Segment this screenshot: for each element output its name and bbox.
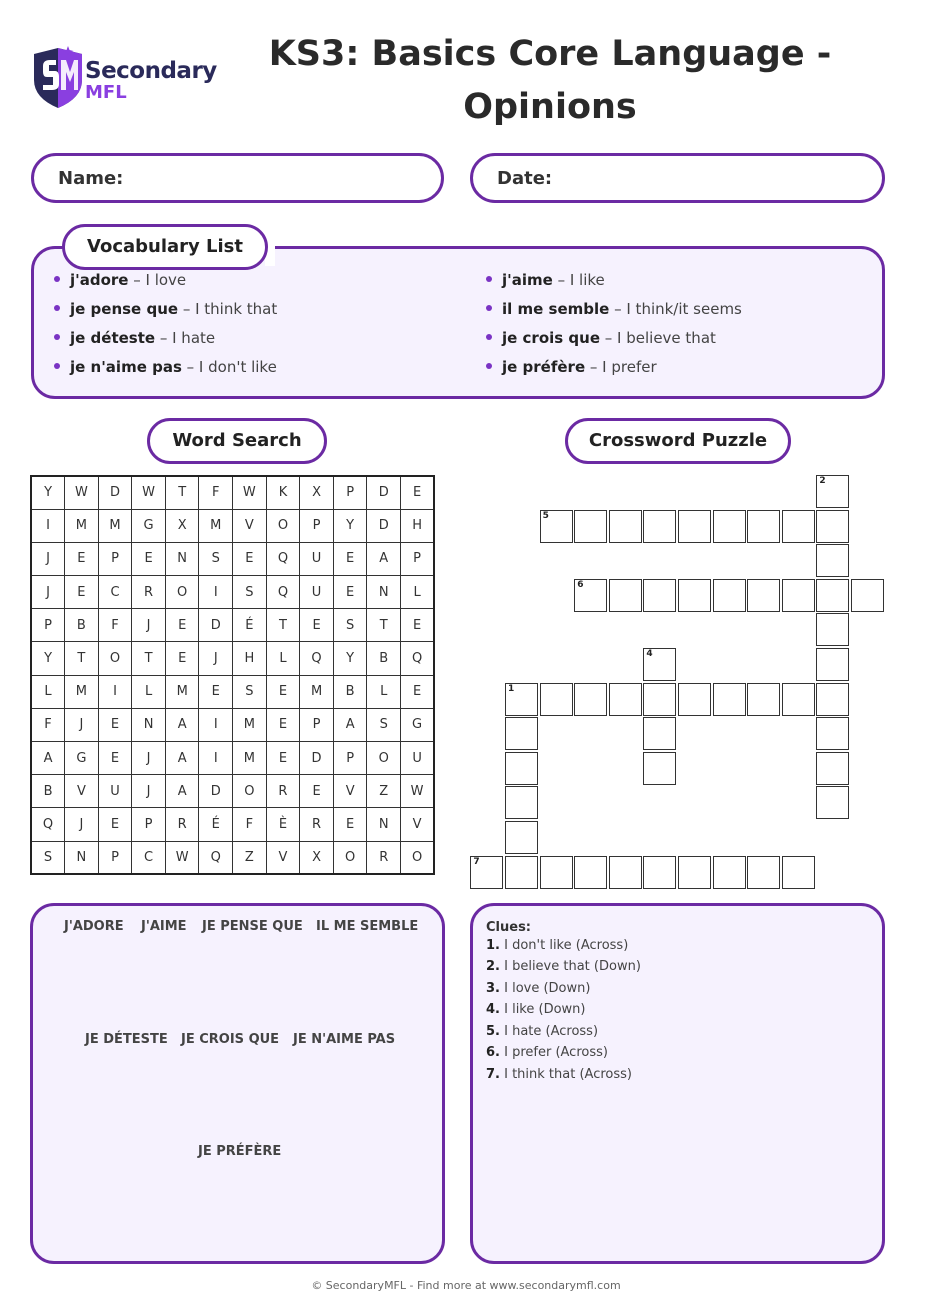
logo-text-secondary: Secondary — [85, 58, 217, 84]
vocab-meaning: – I hate — [155, 329, 216, 347]
grid-cell[interactable]: Z — [367, 775, 401, 808]
grid-cell[interactable]: P — [333, 742, 367, 775]
grid-cell[interactable]: Q — [300, 642, 334, 675]
grid-cell[interactable]: H — [233, 642, 267, 675]
grid-cell[interactable]: F — [199, 476, 233, 509]
grid-cell[interactable]: K — [266, 476, 300, 509]
date-field[interactable] — [470, 153, 885, 203]
grid-cell[interactable]: T — [65, 642, 99, 675]
crossword-cell[interactable] — [747, 856, 780, 889]
grid-cell[interactable]: N — [367, 808, 401, 841]
grid-cell[interactable]: T — [266, 609, 300, 642]
crossword-cell[interactable] — [643, 717, 676, 750]
grid-cell[interactable]: Y — [333, 642, 367, 675]
vocab-term: je pense que — [70, 300, 179, 318]
grid-cell[interactable]: O — [98, 642, 132, 675]
crossword-cell[interactable] — [609, 683, 642, 716]
grid-cell[interactable]: E — [98, 742, 132, 775]
crossword-cell[interactable] — [678, 579, 711, 612]
grid-cell[interactable]: R — [266, 775, 300, 808]
vocab-term: je préfère — [502, 358, 586, 376]
grid-cell[interactable]: G — [65, 742, 99, 775]
grid-cell[interactable]: E — [266, 708, 300, 741]
grid-cell[interactable]: U — [401, 742, 435, 775]
vocab-item — [486, 268, 742, 297]
grid-cell[interactable]: E — [333, 808, 367, 841]
vocab-meaning: – I think that — [178, 300, 278, 318]
grid-cell[interactable]: J — [132, 609, 166, 642]
grid-cell[interactable]: E — [98, 708, 132, 741]
grid-cell[interactable]: R — [367, 841, 401, 874]
grid-cell[interactable]: E — [300, 609, 334, 642]
crossword-cell[interactable] — [609, 510, 642, 543]
grid-cell[interactable]: E — [266, 675, 300, 708]
crossword-cell[interactable] — [505, 717, 538, 750]
grid-cell[interactable]: G — [401, 708, 435, 741]
crossword-cell[interactable] — [747, 579, 780, 612]
grid-cell[interactable]: F — [233, 808, 267, 841]
grid-cell[interactable]: C — [98, 576, 132, 609]
grid-row — [31, 542, 434, 575]
grid-cell[interactable]: L — [401, 576, 435, 609]
grid-cell[interactable]: F — [31, 708, 65, 741]
crossword-cell[interactable] — [574, 856, 607, 889]
grid-cell[interactable]: B — [31, 775, 65, 808]
grid-row — [31, 576, 434, 609]
grid-cell[interactable]: E — [266, 742, 300, 775]
grid-cell[interactable]: E — [233, 542, 267, 575]
grid-cell[interactable]: J — [199, 642, 233, 675]
bullet-icon — [54, 363, 60, 369]
grid-cell[interactable]: D — [300, 742, 334, 775]
crossword-cell[interactable] — [643, 683, 676, 716]
word-list-item: JE DÉTESTE — [85, 1032, 168, 1047]
crossword-cell[interactable] — [816, 717, 849, 750]
grid-cell[interactable]: S — [199, 542, 233, 575]
crossword-cell[interactable] — [678, 510, 711, 543]
vocabulary-heading: Vocabulary List — [62, 224, 268, 270]
crossword-cell[interactable] — [505, 683, 538, 716]
grid-cell[interactable]: R — [132, 576, 166, 609]
crossword-cell[interactable] — [505, 856, 538, 889]
vocabulary-left-column — [54, 268, 277, 384]
grid-cell[interactable]: Y — [31, 642, 65, 675]
grid-cell[interactable]: D — [367, 509, 401, 542]
grid-cell[interactable]: N — [367, 576, 401, 609]
grid-cell[interactable]: S — [233, 576, 267, 609]
grid-cell[interactable]: A — [31, 742, 65, 775]
vocab-meaning: – I like — [552, 271, 605, 289]
crossword-cell[interactable] — [643, 752, 676, 785]
grid-cell[interactable]: J — [132, 742, 166, 775]
grid-cell[interactable]: B — [65, 609, 99, 642]
crossword-cell[interactable] — [470, 856, 503, 889]
grid-cell[interactable]: H — [401, 509, 435, 542]
grid-cell[interactable]: V — [233, 509, 267, 542]
grid-cell[interactable]: E — [132, 542, 166, 575]
grid-cell[interactable]: E — [65, 576, 99, 609]
vocab-meaning: – I love — [128, 271, 187, 289]
crossword-cell[interactable] — [713, 856, 746, 889]
grid-cell[interactable]: J — [31, 542, 65, 575]
grid-cell[interactable]: E — [165, 609, 199, 642]
crossword-clue-number: 6 — [577, 579, 584, 590]
grid-cell[interactable]: E — [98, 808, 132, 841]
grid-cell[interactable]: W — [65, 476, 99, 509]
bullet-icon — [54, 334, 60, 340]
crossword-cell[interactable] — [574, 510, 607, 543]
clue-item: 6. I prefer (Across) — [486, 1045, 608, 1060]
grid-row — [31, 841, 434, 874]
grid-cell[interactable]: R — [165, 808, 199, 841]
grid-cell[interactable]: E — [300, 775, 334, 808]
word-list-item: IL ME SEMBLE — [316, 919, 419, 934]
clues-title: Clues: — [486, 920, 532, 935]
grid-cell[interactable]: B — [333, 675, 367, 708]
crossword-cell[interactable] — [574, 579, 607, 612]
grid-cell[interactable]: O — [333, 841, 367, 874]
grid-row — [31, 808, 434, 841]
clue-item: 2. I believe that (Down) — [486, 959, 641, 974]
grid-cell[interactable]: E — [165, 642, 199, 675]
grid-cell[interactable]: M — [233, 742, 267, 775]
grid-cell[interactable]: C — [132, 841, 166, 874]
crossword-cell[interactable] — [505, 752, 538, 785]
crossword-cell[interactable] — [505, 786, 538, 819]
name-label: Name: — [58, 168, 124, 189]
vocab-term: il me semble — [502, 300, 610, 318]
name-field[interactable] — [31, 153, 444, 203]
grid-cell[interactable]: G — [132, 509, 166, 542]
crossword-clue-number: 7 — [473, 856, 480, 867]
bullet-icon — [54, 305, 60, 311]
crossword-cell[interactable] — [643, 856, 676, 889]
grid-cell[interactable]: M — [199, 509, 233, 542]
bullet-icon — [486, 305, 492, 311]
crossword-cell[interactable] — [816, 579, 849, 612]
grid-row — [31, 775, 434, 808]
word-list-panel — [30, 903, 445, 1264]
crossword-heading: Crossword Puzzle — [565, 418, 791, 464]
crossword-cell[interactable] — [713, 579, 746, 612]
vocabulary-right-column — [486, 268, 742, 384]
grid-cell[interactable]: J — [132, 775, 166, 808]
grid-cell[interactable]: M — [98, 509, 132, 542]
vocab-item — [54, 326, 277, 355]
crossword-cell[interactable] — [540, 856, 573, 889]
grid-cell[interactable]: P — [132, 808, 166, 841]
footer: © SecondaryMFL - Find more at www.secondarymfl.com — [311, 1279, 621, 1292]
grid-cell[interactable]: Y — [333, 509, 367, 542]
grid-cell[interactable]: V — [401, 808, 435, 841]
vocab-term: je déteste — [70, 329, 156, 347]
crossword-cell[interactable] — [540, 510, 573, 543]
grid-cell[interactable]: E — [401, 476, 435, 509]
bullet-icon — [54, 276, 60, 282]
grid-cell[interactable]: W — [132, 476, 166, 509]
grid-cell[interactable]: O — [367, 742, 401, 775]
grid-row — [31, 675, 434, 708]
clue-item: 1. I don't like (Across) — [486, 938, 629, 953]
vocab-item — [54, 268, 277, 297]
grid-cell[interactable]: W — [401, 775, 435, 808]
vocab-meaning: – I believe that — [600, 329, 716, 347]
date-label: Date: — [497, 168, 553, 189]
grid-cell[interactable]: Q — [266, 576, 300, 609]
grid-cell[interactable]: S — [233, 675, 267, 708]
crossword-clue-number: 5 — [542, 510, 549, 521]
bullet-icon — [486, 334, 492, 340]
grid-cell[interactable]: T — [367, 609, 401, 642]
grid-cell[interactable]: É — [233, 609, 267, 642]
grid-cell[interactable]: U — [300, 576, 334, 609]
crossword-cell[interactable] — [816, 544, 849, 577]
grid-cell[interactable]: N — [65, 841, 99, 874]
grid-cell[interactable]: N — [165, 542, 199, 575]
vocab-meaning: – I don't like — [181, 358, 277, 376]
grid-cell[interactable]: M — [65, 509, 99, 542]
grid-cell[interactable]: A — [165, 708, 199, 741]
vocab-item — [486, 355, 742, 384]
crossword-cell[interactable] — [713, 683, 746, 716]
vocab-term: je n'aime pas — [70, 358, 182, 376]
crossword-cell[interactable] — [643, 510, 676, 543]
crossword-cell[interactable] — [678, 856, 711, 889]
vocab-item — [54, 355, 277, 384]
clue-item: 7. I think that (Across) — [486, 1067, 632, 1082]
crossword-cell[interactable] — [747, 683, 780, 716]
crossword-cell[interactable] — [816, 475, 849, 508]
grid-cell[interactable]: Q — [31, 808, 65, 841]
word-list-item: J'ADORE — [64, 919, 124, 934]
grid-cell[interactable]: Z — [233, 841, 267, 874]
grid-cell[interactable]: X — [300, 476, 334, 509]
grid-cell[interactable]: Q — [266, 542, 300, 575]
grid-cell[interactable]: X — [165, 509, 199, 542]
word-search-grid — [30, 475, 435, 875]
grid-cell[interactable]: I — [31, 509, 65, 542]
grid-row — [31, 509, 434, 542]
grid-cell[interactable]: O — [165, 576, 199, 609]
grid-cell[interactable]: O — [233, 775, 267, 808]
grid-cell[interactable]: V — [333, 775, 367, 808]
grid-cell[interactable]: É — [199, 808, 233, 841]
grid-cell[interactable]: M — [300, 675, 334, 708]
grid-cell[interactable]: T — [132, 642, 166, 675]
grid-cell[interactable]: L — [31, 675, 65, 708]
crossword-cell[interactable] — [782, 510, 815, 543]
grid-row — [31, 476, 434, 509]
crossword-cell[interactable] — [609, 579, 642, 612]
grid-cell[interactable]: A — [333, 708, 367, 741]
grid-cell[interactable]: E — [199, 675, 233, 708]
grid-cell[interactable]: Q — [199, 841, 233, 874]
grid-cell[interactable]: E — [333, 576, 367, 609]
crossword-cell[interactable] — [678, 683, 711, 716]
crossword-cell[interactable] — [747, 510, 780, 543]
grid-cell[interactable]: F — [98, 609, 132, 642]
grid-cell[interactable]: J — [65, 808, 99, 841]
grid-cell[interactable]: M — [233, 708, 267, 741]
crossword-clue-number: 1 — [508, 683, 515, 694]
vocab-item — [486, 297, 742, 326]
grid-cell[interactable]: D — [199, 775, 233, 808]
vocab-term: j'aime — [502, 271, 553, 289]
grid-cell[interactable]: O — [401, 841, 435, 874]
grid-row — [31, 609, 434, 642]
grid-cell[interactable]: L — [132, 675, 166, 708]
crossword-cell[interactable] — [851, 579, 884, 612]
grid-cell[interactable]: S — [31, 841, 65, 874]
word-list-item: JE CROIS QUE — [181, 1032, 280, 1047]
crossword-cell[interactable] — [643, 648, 676, 681]
crossword-cell[interactable] — [782, 579, 815, 612]
grid-cell[interactable]: D — [367, 476, 401, 509]
grid-cell[interactable]: V — [266, 841, 300, 874]
grid-cell[interactable]: Q — [401, 642, 435, 675]
grid-cell[interactable]: B — [367, 642, 401, 675]
crossword-cell[interactable] — [816, 648, 849, 681]
crossword-cell[interactable] — [713, 510, 746, 543]
grid-cell[interactable]: R — [300, 808, 334, 841]
grid-cell[interactable]: P — [300, 708, 334, 741]
crossword-cell[interactable] — [782, 856, 815, 889]
grid-cell[interactable]: M — [65, 675, 99, 708]
page-title: KS3: Basics Core Language - Opinions — [268, 34, 832, 127]
vocab-meaning: – I prefer — [585, 358, 657, 376]
vocab-item — [54, 297, 277, 326]
grid-row — [31, 708, 434, 741]
clue-item: 4. I like (Down) — [486, 1002, 586, 1017]
grid-cell[interactable]: U — [300, 542, 334, 575]
vocab-meaning: – I think/it seems — [609, 300, 742, 318]
grid-cell[interactable]: P — [333, 476, 367, 509]
grid-cell[interactable]: S — [333, 609, 367, 642]
grid-cell[interactable]: J — [31, 576, 65, 609]
crossword-cell[interactable] — [816, 510, 849, 543]
grid-cell[interactable]: N — [132, 708, 166, 741]
vocab-item — [486, 326, 742, 355]
word-list-item: JE PRÉFÈRE — [198, 1144, 282, 1159]
crossword-cell[interactable] — [816, 683, 849, 716]
vocab-term: j'adore — [70, 271, 129, 289]
crossword-cell[interactable] — [540, 683, 573, 716]
word-list-item: J'AIME — [141, 919, 187, 934]
grid-cell[interactable]: I — [199, 708, 233, 741]
grid-cell[interactable]: E — [333, 542, 367, 575]
grid-row — [31, 742, 434, 775]
crossword-cell[interactable] — [609, 856, 642, 889]
grid-cell[interactable]: A — [165, 775, 199, 808]
grid-cell[interactable]: O — [266, 509, 300, 542]
crossword-cell[interactable] — [643, 579, 676, 612]
grid-cell[interactable]: P — [300, 509, 334, 542]
crossword-cell[interactable] — [574, 683, 607, 716]
clue-item: 5. I hate (Across) — [486, 1024, 599, 1039]
word-list-item: JE PENSE QUE — [202, 919, 303, 934]
logo-text-mfl: MFL — [85, 82, 127, 103]
crossword-cell[interactable] — [505, 821, 538, 854]
bullet-icon — [486, 363, 492, 369]
grid-cell[interactable]: D — [98, 476, 132, 509]
grid-cell[interactable]: I — [199, 576, 233, 609]
grid-cell[interactable]: W — [165, 841, 199, 874]
grid-cell[interactable]: D — [199, 609, 233, 642]
word-list-item: JE N'AIME PAS — [293, 1032, 396, 1047]
vocab-term: je crois que — [502, 329, 601, 347]
crossword-clue-number: 4 — [646, 649, 653, 659]
grid-cell[interactable]: P — [31, 609, 65, 642]
grid-cell[interactable]: E — [65, 542, 99, 575]
grid-cell[interactable]: L — [367, 675, 401, 708]
clues-panel — [470, 903, 885, 1264]
grid-cell[interactable]: A — [165, 742, 199, 775]
grid-cell[interactable]: P — [401, 542, 435, 575]
grid-cell[interactable]: P — [98, 841, 132, 874]
grid-cell[interactable]: J — [65, 708, 99, 741]
crossword-cell[interactable] — [816, 752, 849, 785]
crossword-cell[interactable] — [816, 613, 849, 646]
grid-cell[interactable]: Y — [31, 476, 65, 509]
grid-cell[interactable]: W — [233, 476, 267, 509]
grid-cell[interactable]: L — [266, 642, 300, 675]
clue-item: 3. I love (Down) — [486, 981, 591, 996]
grid-cell[interactable]: E — [401, 609, 435, 642]
grid-cell[interactable]: A — [367, 542, 401, 575]
grid-cell[interactable]: T — [165, 476, 199, 509]
grid-cell[interactable]: U — [98, 775, 132, 808]
crossword-cell[interactable] — [816, 786, 849, 819]
grid-cell[interactable]: È — [266, 808, 300, 841]
grid-cell[interactable]: I — [98, 675, 132, 708]
grid-cell[interactable]: S — [367, 708, 401, 741]
word-search-heading: Word Search — [147, 418, 327, 464]
grid-cell[interactable]: E — [401, 675, 435, 708]
crossword-clue-number: 2 — [819, 476, 826, 486]
crossword-cell[interactable] — [782, 683, 815, 716]
grid-cell[interactable]: I — [199, 742, 233, 775]
grid-cell[interactable]: P — [98, 542, 132, 575]
bullet-icon — [486, 276, 492, 282]
grid-row — [31, 642, 434, 675]
grid-cell[interactable]: X — [300, 841, 334, 874]
grid-cell[interactable]: V — [65, 775, 99, 808]
grid-cell[interactable]: M — [165, 675, 199, 708]
